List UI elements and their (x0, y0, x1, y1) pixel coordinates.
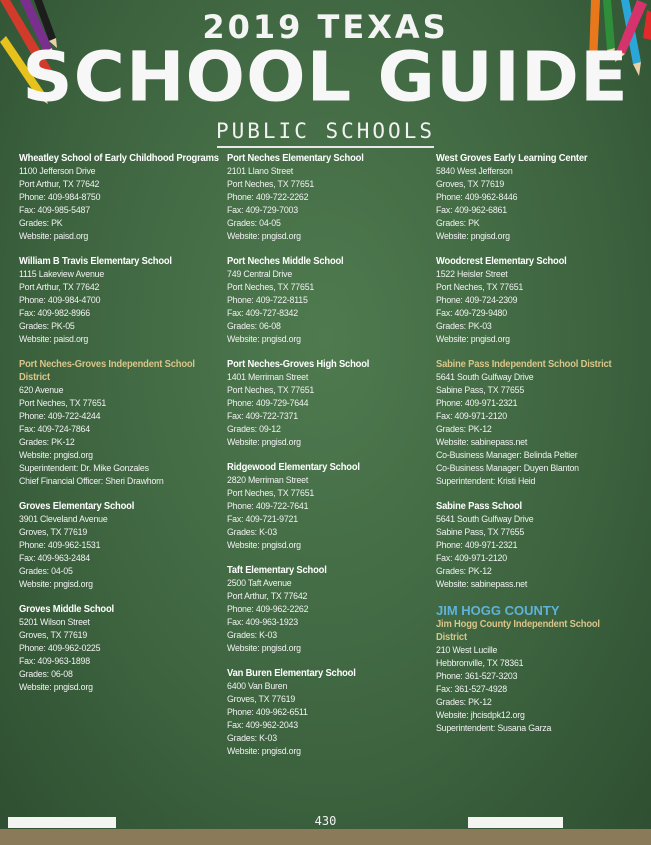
school-detail-line: Phone: 409-722-8115 (227, 295, 308, 305)
header-year: 2019 TEXAS (202, 8, 449, 46)
school-detail-line: Co-Business Manager: Belinda Peltier (436, 450, 578, 460)
school-detail-line: 2101 Llano Street (227, 166, 294, 176)
school-detail-line: Fax: 409-963-1923 (227, 617, 298, 627)
school-name: Groves Middle School (19, 604, 114, 615)
school-detail-line: Website: paisd.org (19, 231, 89, 241)
school-detail-line: Phone: 409-722-2262 (227, 192, 309, 202)
school-detail-line: Port Neches, TX 77651 (436, 282, 524, 292)
school-detail-line: Website: jhcisdpk12.org (436, 710, 525, 720)
subtitle-underline (217, 146, 434, 148)
school-detail-line: Superintendent: Kristi Heid (436, 476, 536, 486)
school-detail-line: Grades: PK-12 (436, 424, 492, 434)
school-detail-line: Port Arthur, TX 77642 (19, 179, 100, 189)
school-name: Wheatley School of Early Childhood Programs (19, 153, 219, 164)
chalkboard-ledge (0, 829, 651, 845)
school-name: Groves Elementary School (19, 501, 135, 512)
school-detail-line: Website: pngisd.org (436, 334, 510, 344)
district-name: Sabine Pass Independent School District (436, 359, 612, 370)
school-detail-line: Grades: PK-03 (436, 321, 492, 331)
school-entry (19, 358, 224, 488)
school-detail-line: Fax: 409-962-6861 (436, 205, 507, 215)
school-detail-line: Website: pngisd.org (227, 437, 301, 447)
school-detail-line: 6400 Van Buren (227, 681, 288, 691)
school-detail-line: Fax: 409-727-8342 (227, 308, 298, 318)
school-name: Port Neches Elementary School (227, 153, 364, 164)
school-detail-line: Website: paisd.org (19, 334, 89, 344)
school-detail-line: 5840 West Jefferson (436, 166, 513, 176)
school-detail-line: Grades: 04-05 (19, 566, 73, 576)
school-detail-line: 1115 Lakeview Avenue (19, 269, 105, 279)
school-entry (436, 358, 641, 488)
school-detail-line: Website: pngisd.org (436, 231, 510, 241)
page-number: 430 (314, 814, 337, 828)
school-detail-line: Website: pngisd.org (227, 643, 301, 653)
school-name: William B Travis Elementary School (19, 256, 172, 267)
school-entry (436, 152, 641, 243)
school-detail-line: Grades: K-03 (227, 630, 277, 640)
school-detail-line: Phone: 409-722-4244 (19, 411, 101, 421)
school-entry (227, 461, 432, 552)
school-detail-line: Port Neches, TX 77651 (19, 398, 107, 408)
school-detail-line: Website: pngisd.org (227, 746, 301, 756)
school-name: Port Neches Middle School (227, 256, 344, 267)
school-entry (19, 500, 224, 591)
section-subtitle: PUBLIC SCHOOLS (215, 119, 435, 143)
school-detail-line: 3901 Cleveland Avenue (19, 514, 108, 524)
school-detail-line: Phone: 409-722-7641 (227, 501, 309, 511)
column-3 (436, 152, 641, 747)
school-detail-line: Chief Financial Officer: Sheri Drawhorn (19, 476, 164, 486)
school-name: West Groves Early Learning Center (436, 153, 588, 164)
school-detail-line: Superintendent: Dr. Mike Gonzales (19, 463, 149, 473)
school-detail-line: Fax: 409-971-2120 (436, 411, 507, 421)
school-detail-line: Phone: 409-962-6511 (227, 707, 308, 717)
school-detail-line: Grades: PK-12 (436, 697, 492, 707)
school-detail-line: 2500 Taft Avenue (227, 578, 292, 588)
school-entry (227, 358, 432, 449)
school-detail-line: Fax: 409-971-2120 (436, 553, 507, 563)
column-1 (19, 152, 224, 706)
school-detail-line: 2820 Merriman Street (227, 475, 309, 485)
district-name: Jim Hogg County Independent School District (436, 619, 600, 643)
school-detail-line: Grades: PK-12 (436, 566, 492, 576)
column-2 (227, 152, 432, 770)
school-detail-line: Groves, TX 77619 (436, 179, 505, 189)
school-detail-line: Grades: 04-05 (227, 218, 281, 228)
school-detail-line: Fax: 409-729-7003 (227, 205, 298, 215)
school-detail-line: 1401 Merriman Street (227, 372, 309, 382)
school-detail-line: 1100 Jefferson Drive (19, 166, 96, 176)
school-detail-line: Phone: 409-971-2321 (436, 540, 518, 550)
school-detail-line: Website: pngisd.org (227, 231, 301, 241)
school-detail-line: Grades: PK (19, 218, 63, 228)
school-detail-line: Sabine Pass, TX 77655 (436, 527, 525, 537)
school-entry (436, 255, 641, 346)
school-detail-line: Fax: 361-527-4928 (436, 684, 507, 694)
county-heading: JIM HOGG COUNTY (436, 603, 560, 618)
school-detail-line: Phone: 409-984-4700 (19, 295, 101, 305)
school-detail-line: 210 West Lucille (436, 645, 498, 655)
school-detail-line: Phone: 361-527-3203 (436, 671, 518, 681)
school-detail-line: Fax: 409-982-8966 (19, 308, 90, 318)
school-detail-line: Fax: 409-985-5487 (19, 205, 90, 215)
school-name: Woodcrest Elementary School (436, 256, 567, 267)
school-detail-line: Port Neches, TX 77651 (227, 385, 315, 395)
school-detail-line: Phone: 409-971-2321 (436, 398, 518, 408)
school-detail-line: Phone: 409-962-0225 (19, 643, 101, 653)
school-detail-line: Fax: 409-963-1898 (19, 656, 90, 666)
school-detail-line: Fax: 409-721-9721 (227, 514, 298, 524)
school-detail-line: Grades: 06-08 (19, 669, 73, 679)
school-detail-line: Groves, TX 77619 (227, 694, 296, 704)
district-name: Port Neches-Groves Independent School District (19, 359, 195, 383)
school-name: Taft Elementary School (227, 565, 327, 576)
school-detail-line: 5641 South Gulfway Drive (436, 514, 534, 524)
school-detail-line: Website: sabinepass.net (436, 437, 528, 447)
school-detail-line: Phone: 409-962-8446 (436, 192, 518, 202)
school-detail-line: Phone: 409-962-2262 (227, 604, 309, 614)
page-title: SCHOOL GUIDE (22, 36, 629, 118)
school-detail-line: Superintendent: Susana Garza (436, 723, 552, 733)
school-detail-line: Groves, TX 77619 (19, 527, 88, 537)
school-entry (227, 667, 432, 758)
school-detail-line: Fax: 409-729-9480 (436, 308, 507, 318)
school-detail-line: Grades: 09-12 (227, 424, 281, 434)
school-detail-line: Port Neches, TX 77651 (227, 179, 315, 189)
school-detail-line: Website: pngisd.org (19, 682, 93, 692)
school-detail-line: 5201 Wilson Street (19, 617, 90, 627)
school-name: Sabine Pass School (436, 501, 522, 512)
school-entry (227, 152, 432, 243)
school-detail-line: Fax: 409-963-2484 (19, 553, 90, 563)
school-detail-line: Groves, TX 77619 (19, 630, 88, 640)
school-name: Van Buren Elementary School (227, 668, 356, 679)
school-detail-line: Phone: 409-984-8750 (19, 192, 101, 202)
school-entry (19, 255, 224, 346)
school-detail-line: Grades: PK-12 (19, 437, 75, 447)
school-detail-line: Grades: 06-08 (227, 321, 281, 331)
school-detail-line: Website: pngisd.org (227, 334, 301, 344)
school-entry (436, 603, 641, 735)
school-detail-line: Sabine Pass, TX 77655 (436, 385, 525, 395)
school-detail-line: Grades: K-03 (227, 733, 277, 743)
school-detail-line: Fax: 409-722-7371 (227, 411, 298, 421)
school-detail-line: Co-Business Manager: Duyen Blanton (436, 463, 579, 473)
school-detail-line: Website: sabinepass.net (436, 579, 528, 589)
school-detail-line: Phone: 409-962-1531 (19, 540, 101, 550)
school-detail-line: Hebbronville, TX 78361 (436, 658, 524, 668)
school-detail-line: Grades: K-03 (227, 527, 277, 537)
school-detail-line: Grades: PK (436, 218, 480, 228)
school-name: Ridgewood Elementary School (227, 462, 360, 473)
school-detail-line: Phone: 409-729-7644 (227, 398, 309, 408)
school-detail-line: 620 Avenue (19, 385, 64, 395)
school-detail-line: 5641 South Gulfway Drive (436, 372, 534, 382)
school-name: Port Neches-Groves High School (227, 359, 370, 370)
school-detail-line: Port Arthur, TX 77642 (19, 282, 100, 292)
school-detail-line: Port Neches, TX 77651 (227, 488, 315, 498)
school-detail-line: Phone: 409-724-2309 (436, 295, 518, 305)
school-detail-line: 1522 Heisler Street (436, 269, 508, 279)
school-detail-line: Port Arthur, TX 77642 (227, 591, 308, 601)
school-detail-line: Website: pngisd.org (19, 450, 93, 460)
school-entry (436, 500, 641, 591)
school-detail-line: Port Neches, TX 77651 (227, 282, 315, 292)
school-entry (19, 603, 224, 694)
school-detail-line: Grades: PK-05 (19, 321, 75, 331)
school-entry (227, 564, 432, 655)
school-detail-line: Fax: 409-962-2043 (227, 720, 298, 730)
school-entry (227, 255, 432, 346)
school-detail-line: Website: pngisd.org (227, 540, 301, 550)
school-entry (19, 152, 224, 243)
school-detail-line: Fax: 409-724-7864 (19, 424, 90, 434)
school-detail-line: 749 Central Drive (227, 269, 293, 279)
school-detail-line: Website: pngisd.org (19, 579, 93, 589)
